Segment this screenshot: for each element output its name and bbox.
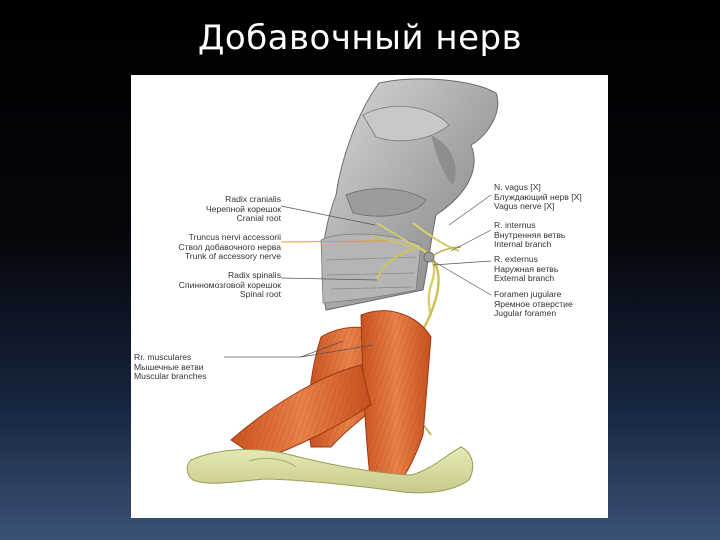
clavicle-bone [187, 447, 473, 493]
anatomy-figure [131, 75, 608, 518]
label-trunk: Truncus nervi accessorii Ствол добавочного нерва Trunk of accessory nerve [178, 232, 281, 262]
label-vagus: N. vagus [X] Блуждающий нерв [X] Vagus nerve [X] [494, 182, 582, 212]
label-internal-branch: R. internus Внутренняя ветвь Internal branch [494, 220, 566, 250]
label-cranial-root: Radix cranialis Черепной корешок Cranial root [205, 194, 281, 224]
slide-title: Добавочный нерв [197, 18, 523, 58]
label-spinal-root: Radix spinalis Спинномозговой корешок Spinal root [178, 270, 281, 300]
label-muscular-branches: Rr. musculares Мышечные ветви Muscular branches [134, 352, 207, 382]
brainstem-shape [321, 79, 498, 310]
label-jugular-foramen: Foramen jugulare Яремное отверстие Jugular foramen [494, 289, 573, 319]
jugular-foramen-marker [424, 252, 434, 262]
label-external-branch: R. externus Наружная ветвь External branch [494, 254, 559, 284]
